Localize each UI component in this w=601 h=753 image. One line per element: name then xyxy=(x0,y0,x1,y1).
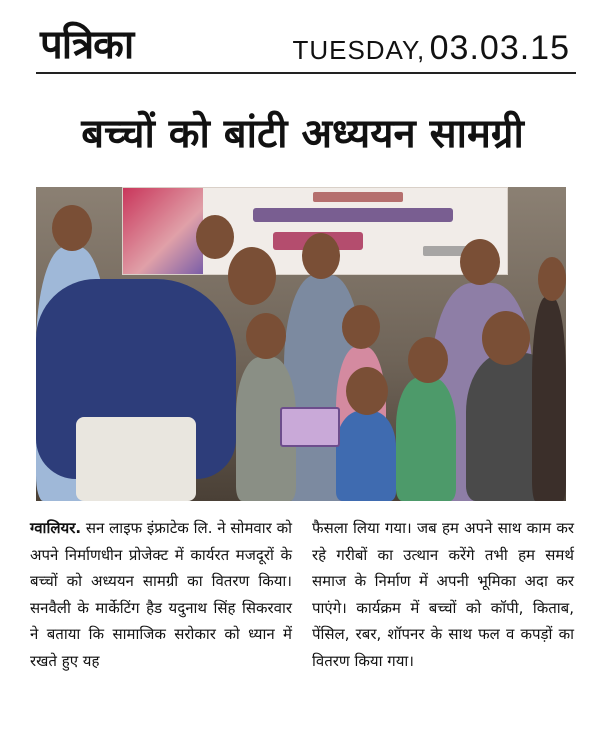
article-column-2 xyxy=(312,515,574,743)
newspaper-logo: पत्रिका xyxy=(40,22,134,68)
person-head xyxy=(246,313,286,359)
banner-text-line xyxy=(313,192,403,202)
masthead xyxy=(36,18,576,74)
person-child-in-green xyxy=(396,377,456,501)
person-head xyxy=(196,215,234,259)
article-photo xyxy=(36,187,566,501)
person-head xyxy=(228,247,276,305)
article-headline: बच्चों को बांटी अध्ययन सामग्री xyxy=(81,111,524,157)
article-text: सन लाइफ इंफ्राटेक लि. ने सोमवार को अपने निर्माणधीन प्रोजेक्ट में कार्यरत मजदूरों के बच्चों को अध्ययन सामग्री का वितरण किया। सनवैली के मार्केटिंग हैड यदुनाथ सिंह सिकरवार ने बताया कि सामाजिक सरोकार को ध्यान में रखते हुए यह xyxy=(30,519,292,670)
person-child-in-blue xyxy=(336,411,396,501)
person-head xyxy=(408,337,448,383)
person-head xyxy=(538,257,566,301)
banner-text-line xyxy=(253,208,453,222)
person-head xyxy=(52,205,92,251)
gift-box xyxy=(280,407,340,447)
article-dateline: ग्वालियर. xyxy=(30,519,82,537)
article-column-1 xyxy=(30,515,292,743)
issue-date xyxy=(292,28,570,75)
article-text: फैसला लिया गया। जब हम अपने साथ काम कर रहे गरीबों का उत्थान करेंगे तभी हम समर्थ समाज के निर्माण में अपनी भूमिका अदा कर पाएंगे। कार्यक्रम में बच्चों को कॉपी, किताब, पेंसिल, रबर, शॉपनर के साथ फल व कपड़ों का वितरण किया गया। xyxy=(312,519,574,670)
person-head xyxy=(482,311,530,365)
person-head xyxy=(346,367,388,415)
person-head xyxy=(342,305,380,349)
person-white-trousers xyxy=(76,417,196,501)
issue-day: TUESDAY, xyxy=(292,35,426,65)
person-head xyxy=(460,239,500,285)
person-head xyxy=(302,233,340,279)
issue-date-value: 03.03.15 xyxy=(429,29,570,67)
person-child xyxy=(532,297,566,501)
banner-artwork xyxy=(123,188,203,274)
